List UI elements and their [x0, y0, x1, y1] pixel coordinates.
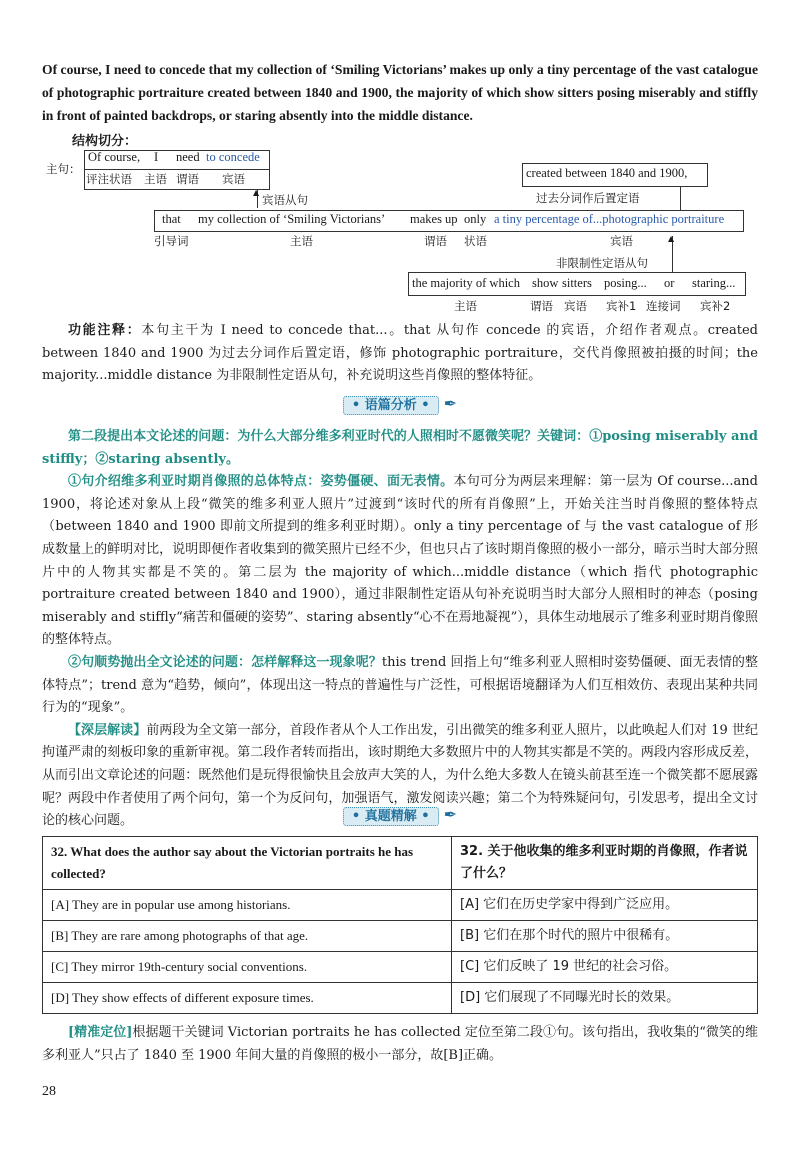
pen-icon: ✒	[443, 805, 458, 824]
tree-cell: the majority of which	[412, 276, 520, 290]
main-clause-label: 主句：	[46, 162, 81, 176]
tree-cell: staring...	[692, 276, 736, 290]
tree-role: 宾语	[222, 172, 245, 186]
key-sentence: Of course, I need to concede that my collection of ‘Smiling Victorians’ makes up only a tiny percentage of the vast catalogue of photographic portraiture created between 1840 and 1900, the majority of which show sitters posing miserably and stiffly in front of painted backdrops, or staring absently into the middle distance.	[42, 62, 758, 123]
answer-explanation: [精准定位]根据题干关键词 Victorian portraits he has collected 定位至第二段①句。该句指出，我收集的“微笑的维多利亚人”只占了 1840 至 1900 年间大量的肖像照的极小一部分，故[B]正确。	[42, 1025, 759, 1063]
created-label: 过去分词作后置定语	[536, 191, 640, 205]
option-en: [B] They are rare among photographs of that age.	[43, 921, 452, 952]
question-en: 32. What does the author say about the Victorian portraits he has collected?	[43, 837, 452, 890]
option-cn: [B] 它们在那个时代的照片中很稀有。	[452, 921, 758, 952]
tree-cell: show	[532, 276, 559, 290]
tree-cell: a tiny percentage of...photographic portraiture	[494, 212, 725, 226]
tree-cell: created between 1840 and 1900,	[526, 166, 688, 180]
option-cn: [A] 它们在历史学家中得到广泛应用。	[452, 890, 758, 921]
tree-role: 主语	[290, 234, 313, 248]
tree-cell: sitters	[562, 276, 592, 290]
tree-cell: posing...	[604, 276, 647, 290]
section-discourse-title: • 语篇分析 • ✒	[0, 394, 800, 413]
tree-role: 谓语	[176, 172, 199, 186]
option-en: [C] They mirror 19th-century social conventions.	[43, 952, 452, 983]
tree-role: 宾补2	[700, 299, 731, 313]
question-cn: 32. 关于他收集的维多利亚时期的肖像照，作者说了什么？	[452, 837, 758, 890]
tree-role: 宾补1	[606, 299, 637, 313]
tree-cell: Of course,	[88, 150, 141, 164]
page-number: 28	[42, 1084, 56, 1099]
tree-role: 连接词	[646, 299, 681, 313]
structure-tree: 主句： Of course, I need to concede 评注状语 主语 谓语 宾语 ▲ 宾语从句 created between 1840 and 1900, 过去分词作后置定语 that my collection of ‘Smiling Victorians’ makes up only a tiny percentage of...photographic portraiture 引导词 主语 谓语 状语 宾语 非限制性定语从句 ▲ the majority of which show sitters posing... or staring... 主语 谓语 宾语 宾补1 连接词 宾补2	[0, 0, 800, 330]
tree-cell: only	[464, 212, 487, 226]
tree-cell: or	[664, 276, 675, 290]
option-en: [D] They show effects of different exposure times.	[43, 983, 452, 1014]
pen-icon: ✒	[443, 394, 458, 413]
discourse-analysis: 第二段提出本文论述的问题：为什么大部分维多利亚时代的人照相时不愿微笑呢？关键词：①posing miserably and stiffly；②staring absently。 ①句介绍维多利亚时期肖像照的总体特点：姿势僵硬、面无表情。本句可分为两层来理解：第一层为 Of course...and 1900，将论述对象从上段“微笑的维多利亚人照片”过渡到“该时代的所有肖像照”上，开始关注当时肖像照的整体特点（between 1840 and 1900 即前文所提到的维多利亚时期）。only a tiny percentage of 与 the vast catalogue of 形成数量上的鲜明对比，说明即便作者收集到的微笑照片已经不少，但也只占了该时期肖像照的极小一部分，暗示当时大部分照片中的人物其实都是不笑的。第二层为 the majority of which...middle distance（which 指代 photographic portraiture created between 1840 and 1900），通过非限制性定语从句补充说明当时大部分人照相时的神态（posing miserably and stiffly“痛苦和僵硬的姿势”、staring absently“心不在焉地凝视”），具体生动地展示了维多利亚时期肖像照的整体特点。 ②句顺势抛出全文论述的问题：怎样解释这一现象呢？this trend 回指上句“维多利亚人照相时姿势僵硬、面无表情的整体特点”；trend 意为“趋势，倾向”，体现出这一特点的普遍性与广泛性，可根据语境翻译为人们互相效仿、表现出某种共同行为的“现象”。 【深层解读】前两段为全文第一部分，首段作者从个人工作出发，引出微笑的维多利亚人照片，以此唤起人们对 19 世纪拘谨严肃的刻板印象的重新审视。第二段作者转而指出，该时期绝大多数照片中的人物其实都是不笑的。两段内容形成反差，从而引出文章论述的问题：既然他们是玩得很愉快且会放声大笑的人，为什么绝大多数人在镜头前甚至连一个微笑都不愿展露呢？两段中作者使用了两个问句，第一个为反问句，加强语气，激发阅读兴趣；第二个为特殊疑问句，引发思考，提出全文讨论的核心问题。	[42, 429, 758, 829]
tree-cell: I	[154, 150, 159, 164]
tree-role: 主语	[454, 299, 477, 313]
nonrestrictive-label: 非限制性定语从句	[556, 256, 648, 270]
tree-cell: to concede	[206, 150, 260, 164]
tree-role: 状语	[464, 234, 487, 248]
function-note: 功能注释：本句主干为 I need to concede that...。that 从句作 concede 的宾语，介绍作者观点。created between 1840 and 1900 为过去分词作后置定语，修饰 photographic portraiture，交代肖像照被拍摄的时间；the majority...middle distance 为非限制性定语从句，补充说明这些肖像照的整体特征。	[42, 323, 758, 384]
tree-cell: makes up	[410, 212, 458, 226]
option-cn: [D] 它们展现了不同曝光时长的效果。	[452, 983, 758, 1014]
tree-cell: that	[162, 212, 181, 226]
tree-role: 宾语	[564, 299, 587, 313]
option-en: [A] They are in popular use among historians.	[43, 890, 452, 921]
option-cn: [C] 它们反映了 19 世纪的社会习俗。	[452, 952, 758, 983]
tree-role: 引导词	[154, 234, 189, 248]
tree-role: 宾语	[610, 234, 633, 248]
tree-role: 谓语	[530, 299, 553, 313]
structure-heading: 结构切分：	[72, 134, 138, 149]
section-questions-title: • 真题精解 • ✒	[0, 805, 800, 824]
tree-role: 谓语	[424, 234, 447, 248]
question-table	[42, 836, 758, 1014]
tree-role: 评注状语	[86, 172, 132, 186]
tree-cell: my collection of ‘Smiling Victorians’	[198, 212, 386, 226]
tree-role: 主语	[144, 172, 167, 186]
object-clause-label: 宾语从句	[262, 193, 308, 207]
tree-cell: need	[176, 150, 200, 164]
